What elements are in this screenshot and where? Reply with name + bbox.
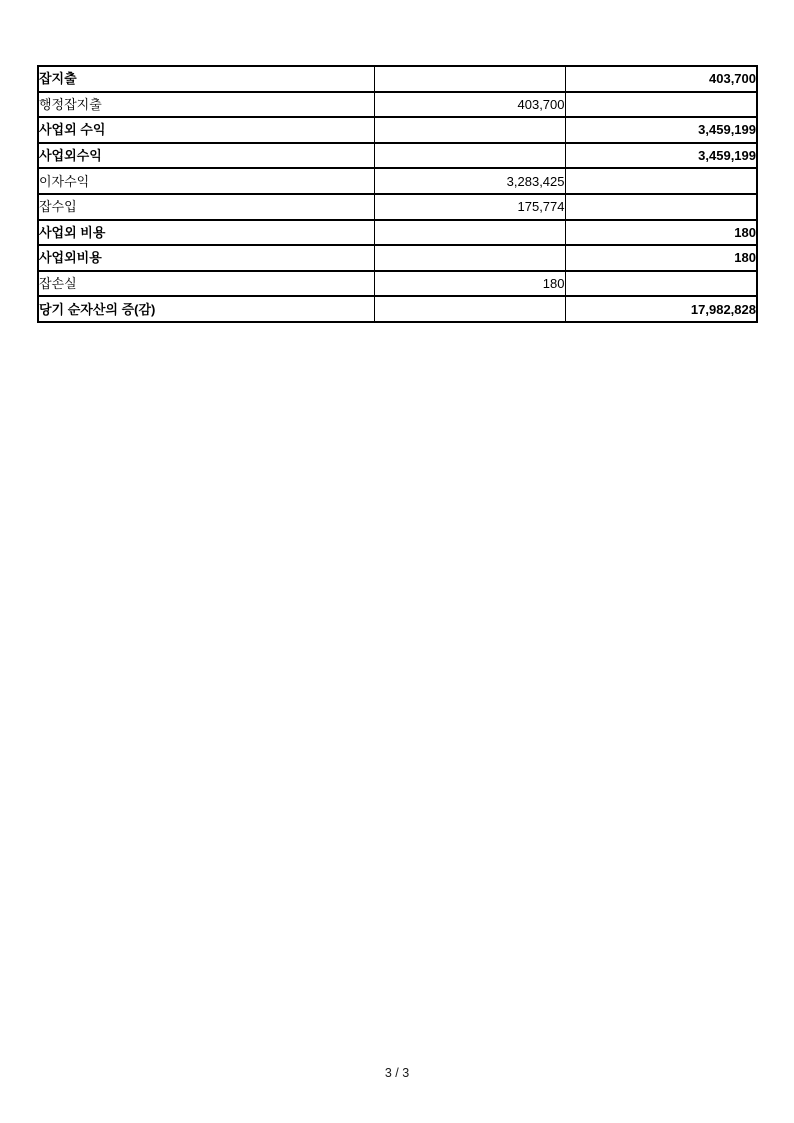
amount-total — [565, 92, 757, 118]
table-row — [38, 220, 757, 246]
account-label: 사업외 수익 — [38, 117, 374, 143]
account-label: 행정잡지출 — [38, 92, 374, 118]
table-row — [38, 66, 757, 92]
amount-detail: 3,283,425 — [374, 168, 565, 194]
account-label: 잡손실 — [38, 271, 374, 297]
amount-total: 3,459,199 — [565, 117, 757, 143]
table-row — [38, 194, 757, 220]
table-row — [38, 92, 757, 118]
account-label: 이자수익 — [38, 168, 374, 194]
amount-total: 180 — [565, 245, 757, 271]
amount-detail — [374, 220, 565, 246]
table-row — [38, 143, 757, 169]
financial-statement-table — [37, 65, 758, 323]
account-label: 잡지출 — [38, 66, 374, 92]
amount-total: 3,459,199 — [565, 143, 757, 169]
amount-detail: 180 — [374, 271, 565, 297]
amount-detail — [374, 245, 565, 271]
account-label: 잡수입 — [38, 194, 374, 220]
account-label: 당기 순자산의 증(감) — [38, 296, 374, 322]
account-label: 사업외 비용 — [38, 220, 374, 246]
amount-detail — [374, 296, 565, 322]
account-table-body — [38, 66, 757, 322]
table-row — [38, 168, 757, 194]
amount-detail — [374, 117, 565, 143]
amount-detail: 175,774 — [374, 194, 565, 220]
amount-total — [565, 271, 757, 297]
amount-total — [565, 168, 757, 194]
amount-total: 180 — [565, 220, 757, 246]
table-row — [38, 296, 757, 322]
amount-total: 17,982,828 — [565, 296, 757, 322]
table-row — [38, 245, 757, 271]
account-label: 사업외비용 — [38, 245, 374, 271]
amount-detail — [374, 66, 565, 92]
amount-detail — [374, 143, 565, 169]
amount-total: 403,700 — [565, 66, 757, 92]
table-row — [38, 117, 757, 143]
table-row — [38, 271, 757, 297]
amount-total — [565, 194, 757, 220]
amount-detail: 403,700 — [374, 92, 565, 118]
account-label: 사업외수익 — [38, 143, 374, 169]
page-number: 3 / 3 — [384, 1066, 410, 1080]
